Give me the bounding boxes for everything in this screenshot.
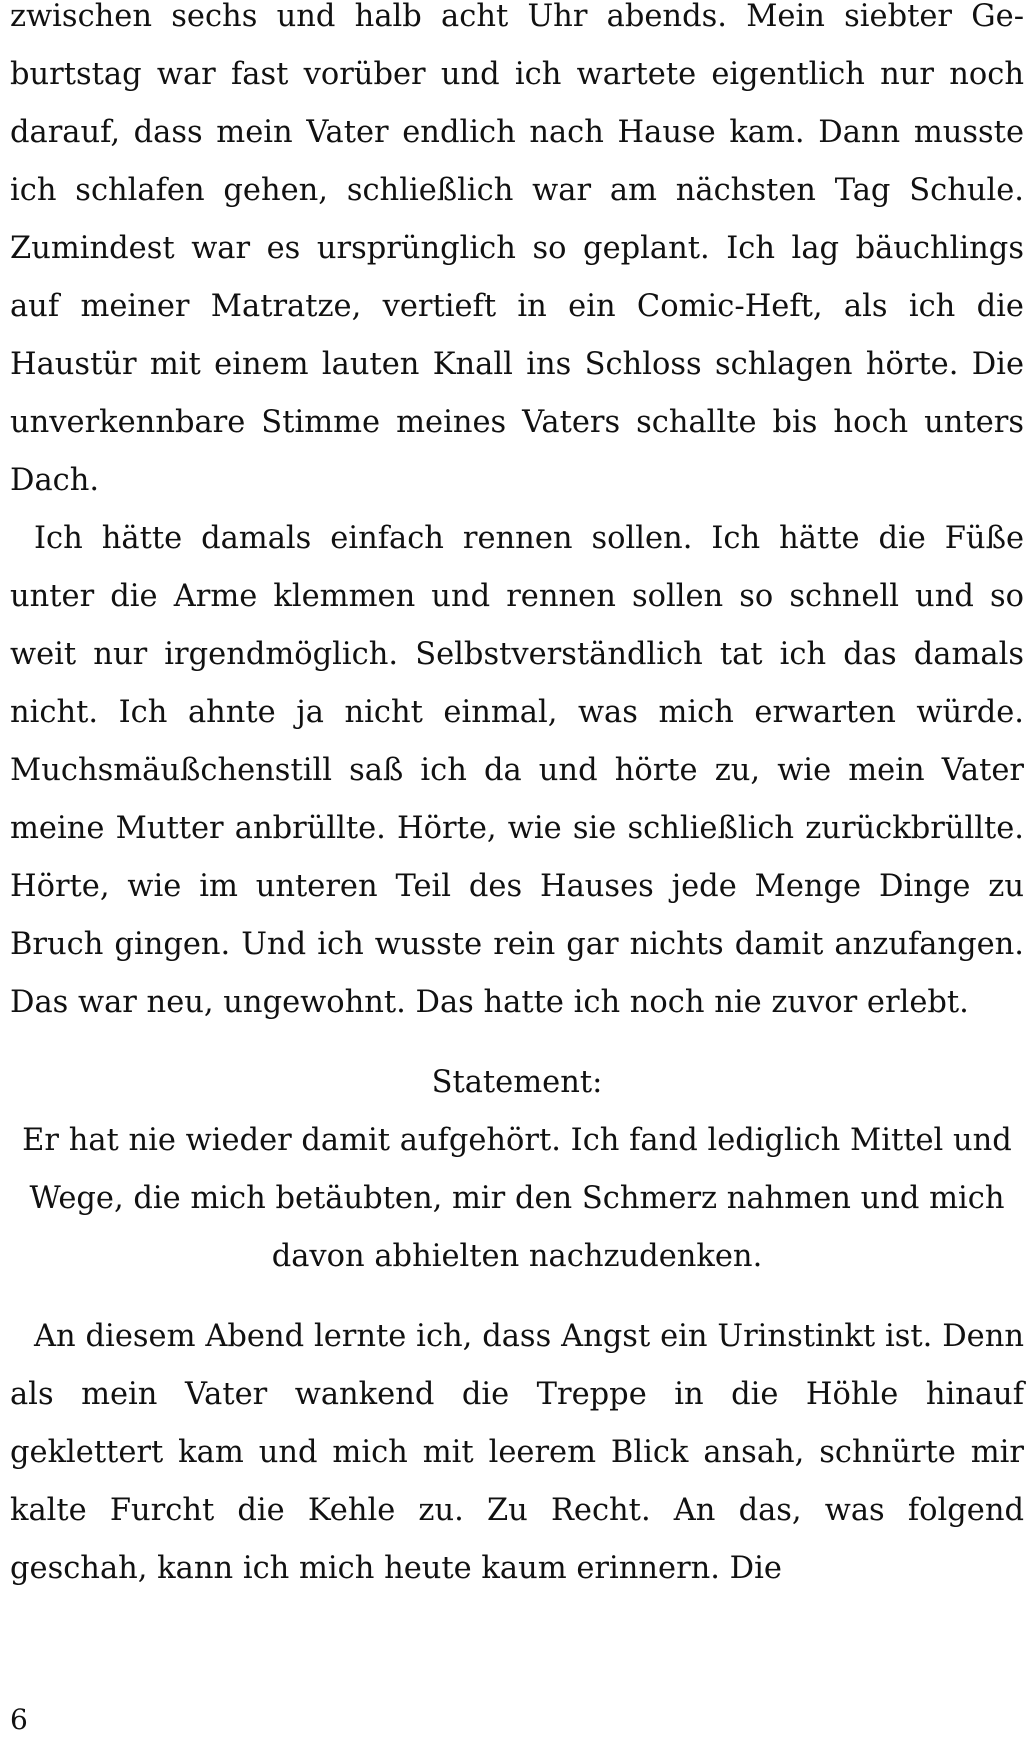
body-paragraph-2: Ich hätte damals einfach rennen sollen. Ich hätte die Füße unter die Arme klemmen und rennen sollen so schnell und so weit nur irgendmöglich. Selbstverständlich tat ich das damals nicht. Ich ahnte ja nicht einmal, was mich erwarten würde. Muchsmäußchenstill saß ich da und hörte zu, wie mein Vater meine Mutter anbrüllte. Hörte, wie sie schließlich zurückbrüllte. Hörte, wie im unteren Teil des Hauses jede Menge Dinge zu Bruch gingen. Und ich wusste rein gar nichts damit anzufangen. Das war neu, ungewohnt. Das hatte ich noch nie zuvor erlebt. (10, 521, 1024, 1020)
page-number: 6 (10, 1703, 28, 1736)
body-paragraph-3: An diesem Abend lernte ich, dass Angst ein Urinstinkt ist. Denn als mein Vater wankend die Treppe in die Höhle hinauf geklettert kam und mich mit leerem Blick ansah, schnürte mir kalte Furcht die Kehle zu. Zu Recht. An das, was folgend geschah, kann ich mich heute kaum erinnern. Die (10, 1319, 1024, 1586)
body-paragraph-1: zwischen sechs und halb acht Uhr abends. Mein siebter Geburtstag war fast vorüber und ich wartete eigentlich nur noch darauf, dass mein Vater endlich nach Hause kam. Dann musste ich schlafen gehen, schließlich war am nächsten Tag Schule. Zumindest war es ursprünglich so geplant. Ich lag bäuchlings auf meiner Matratze, vertieft in ein Comic-Heft, als ich die Haustür mit einem lauten Knall ins Schloss schlagen hörte. Die unverkennbare Stimme meines Vaters schallte bis hoch unters Dach. (10, 0, 1024, 498)
book-page (10, 0, 1024, 1598)
statement-block (10, 1054, 1024, 1286)
statement-body: Er hat nie wieder damit aufgehört. Ich fand lediglich Mittel und Wege, die mich betäubten, mir den Schmerz nahmen und mich davon abhielten nachzudenken. (22, 1123, 1012, 1274)
statement-heading: Statement: (431, 1065, 603, 1100)
